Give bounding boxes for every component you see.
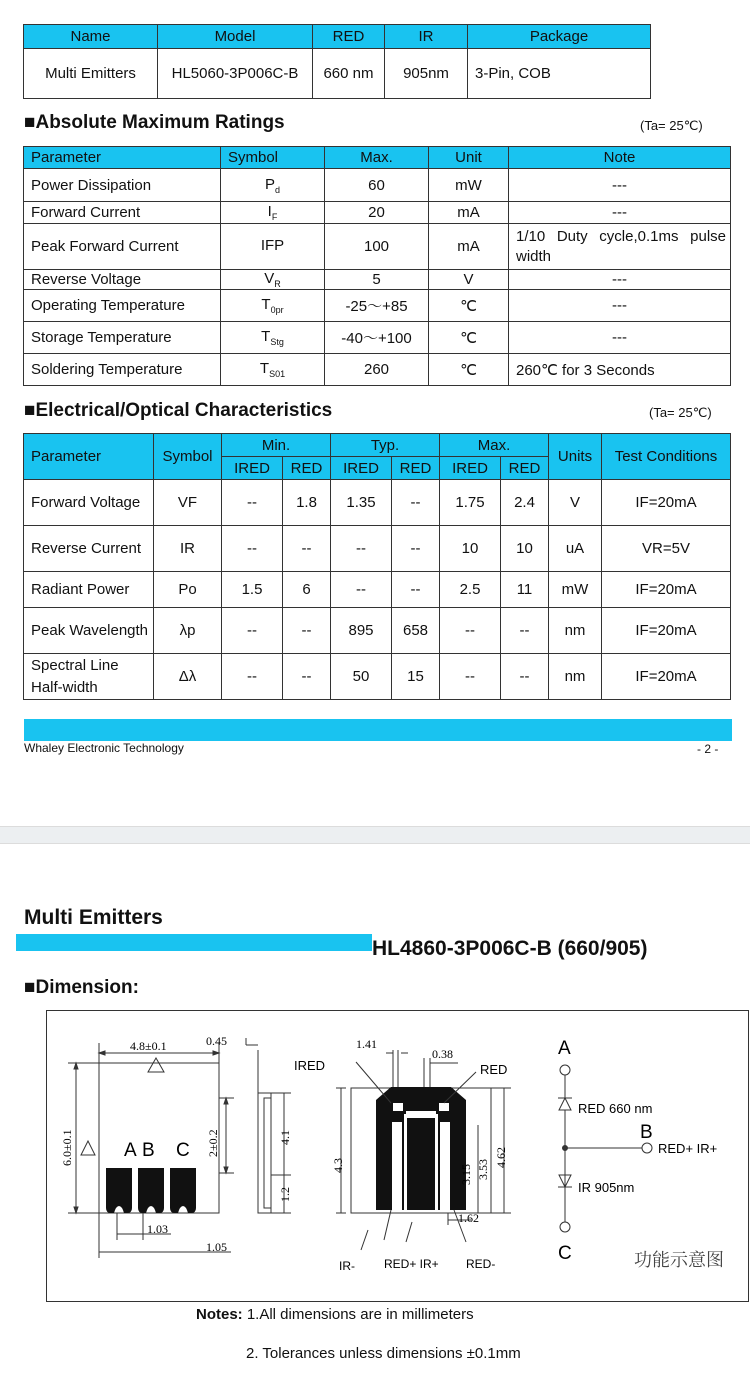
footer-company: Whaley Electronic Technology bbox=[24, 741, 184, 755]
circuit-red: RED 660 nm bbox=[578, 1101, 653, 1116]
elec-row bbox=[24, 480, 731, 526]
elec-param: Spectral Line Half-width bbox=[24, 654, 154, 700]
elec-condition: IF=20mA bbox=[602, 608, 731, 654]
elec-condition: VR=5V bbox=[602, 526, 731, 572]
abs-symbol-sub: F bbox=[271, 212, 278, 222]
dim-chip-6: 4.62 bbox=[494, 1147, 508, 1168]
elec-value: 2.5 bbox=[440, 572, 501, 608]
dim-thickness: 0.45 bbox=[206, 1034, 227, 1048]
title-band bbox=[16, 934, 372, 951]
abs-symbol-main: T bbox=[261, 296, 271, 313]
abs-max: -40～+100 bbox=[325, 322, 429, 354]
elec-value: 50 bbox=[331, 654, 392, 700]
label-ir-minus: IR- bbox=[339, 1259, 355, 1273]
elec-value: 658 bbox=[392, 608, 440, 654]
elec-value: -- bbox=[501, 654, 549, 700]
abs-unit: ℃ bbox=[429, 290, 509, 322]
circuit-ir: IR 905nm bbox=[578, 1180, 635, 1195]
abs-symbol bbox=[221, 322, 325, 354]
pad-letter-b: B bbox=[142, 1140, 155, 1161]
elec-row bbox=[24, 654, 731, 700]
abs-row bbox=[24, 354, 731, 386]
abs-note: --- bbox=[509, 169, 731, 202]
abs-symbol bbox=[221, 169, 325, 202]
eh-typ-red: RED bbox=[392, 457, 440, 480]
abs-row bbox=[24, 169, 731, 202]
elec-param: Peak Wavelength bbox=[24, 608, 154, 654]
abs-note: 260℃ for 3 Seconds bbox=[509, 354, 731, 386]
abs-row bbox=[24, 270, 731, 290]
col-red: RED bbox=[313, 25, 385, 49]
cell-model: HL5060-3P006C-B bbox=[158, 49, 313, 99]
elec-value: -- bbox=[392, 572, 440, 608]
elec-value: -- bbox=[501, 608, 549, 654]
cell-ir: 905nm bbox=[385, 49, 468, 99]
eh-units: Units bbox=[549, 434, 602, 480]
elec-ta: (Ta= 25℃) bbox=[649, 405, 712, 420]
label-common: RED+ IR+ bbox=[384, 1257, 439, 1271]
footer-band bbox=[24, 719, 732, 741]
elec-row bbox=[24, 526, 731, 572]
abs-symbol-main: T bbox=[261, 328, 271, 345]
elec-value: -- bbox=[440, 654, 501, 700]
col-model: Model bbox=[158, 25, 313, 49]
notes-label: Notes: bbox=[196, 1306, 243, 1323]
elec-value: -- bbox=[283, 608, 331, 654]
elec-condition: IF=20mA bbox=[602, 654, 731, 700]
elec-value: 1.5 bbox=[222, 572, 283, 608]
abs-symbol-sub: S01 bbox=[269, 369, 286, 379]
abs-param: Peak Forward Current bbox=[24, 224, 221, 270]
elec-row bbox=[24, 572, 731, 608]
eh-min-red: RED bbox=[283, 457, 331, 480]
note-1: 1.All dimensions are in millimeters bbox=[242, 1306, 474, 1323]
elec-value: 895 bbox=[331, 608, 392, 654]
elec-symbol: VF bbox=[154, 480, 222, 526]
abs-unit: mA bbox=[429, 202, 509, 224]
elec-unit: V bbox=[549, 480, 602, 526]
abs-max-title: ■Absolute Maximum Ratings bbox=[24, 112, 285, 133]
elec-symbol: Δλ bbox=[154, 654, 222, 700]
elec-condition: IF=20mA bbox=[602, 480, 731, 526]
elec-unit: nm bbox=[549, 654, 602, 700]
elec-value: -- bbox=[392, 526, 440, 572]
cell-package: 3-Pin, COB bbox=[468, 49, 651, 99]
abs-symbol bbox=[221, 354, 325, 386]
abs-unit: ℃ bbox=[429, 354, 509, 386]
circuit-b: B bbox=[640, 1122, 653, 1143]
elec-symbol: IR bbox=[154, 526, 222, 572]
abs-max: -25～+85 bbox=[325, 290, 429, 322]
abs-symbol-main: V bbox=[264, 270, 275, 287]
abs-symbol-main: P bbox=[264, 175, 275, 193]
dim-height: 6.0±0.1 bbox=[60, 1129, 74, 1166]
abs-symbol bbox=[221, 224, 325, 270]
elec-unit: uA bbox=[549, 526, 602, 572]
elec-table bbox=[23, 433, 731, 700]
abs-unit: mW bbox=[429, 169, 509, 202]
abs-row bbox=[24, 224, 731, 270]
abs-param: Operating Temperature bbox=[24, 290, 221, 322]
dim-chip-2: 0.38 bbox=[432, 1047, 453, 1061]
abs-symbol-main: T bbox=[259, 360, 270, 377]
abs-param: Soldering Temperature bbox=[24, 354, 221, 386]
h-max: Max. bbox=[325, 147, 429, 169]
elec-value: 10 bbox=[440, 526, 501, 572]
elec-value: -- bbox=[222, 654, 283, 700]
col-ir: IR bbox=[385, 25, 468, 49]
abs-param: Storage Temperature bbox=[24, 322, 221, 354]
product-table bbox=[23, 24, 651, 99]
dim-chip-3: 4.3 bbox=[331, 1158, 345, 1173]
eh-min: Min. bbox=[222, 434, 331, 457]
elec-value: 2.4 bbox=[501, 480, 549, 526]
col-package: Package bbox=[468, 25, 651, 49]
dim-pad: 2±0.2 bbox=[206, 1129, 220, 1157]
cell-name: Multi Emitters bbox=[24, 49, 158, 99]
abs-symbol-main: I bbox=[267, 203, 272, 220]
elec-unit: nm bbox=[549, 608, 602, 654]
abs-param: Reverse Voltage bbox=[24, 270, 221, 290]
diode-red bbox=[559, 1098, 571, 1110]
chip-leads bbox=[376, 1087, 466, 1210]
abs-note: --- bbox=[509, 270, 731, 290]
dim-pitch: 1.03 bbox=[147, 1222, 168, 1236]
footer-page: - 2 - bbox=[697, 742, 719, 756]
dim-width: 4.8±0.1 bbox=[130, 1039, 167, 1053]
note-2: 2. Tolerances unless dimensions ±0.1mm bbox=[246, 1345, 521, 1362]
dim-chip-4: 3.15 bbox=[459, 1164, 473, 1185]
dim-pad-height: 1.05 bbox=[206, 1240, 227, 1254]
elec-value: -- bbox=[283, 526, 331, 572]
elec-value: -- bbox=[392, 480, 440, 526]
elec-value: 11 bbox=[501, 572, 549, 608]
elec-unit: mW bbox=[549, 572, 602, 608]
col-name: Name bbox=[24, 25, 158, 49]
abs-max: 260 bbox=[325, 354, 429, 386]
eh-max-red: RED bbox=[501, 457, 549, 480]
abs-note: 1/10 Duty cycle,0.1ms pulse width bbox=[509, 224, 731, 270]
elec-value: 10 bbox=[501, 526, 549, 572]
h-parameter: Parameter bbox=[24, 147, 221, 169]
dimension-drawing bbox=[46, 1010, 750, 1302]
cell-red: 660 nm bbox=[313, 49, 385, 99]
abs-symbol bbox=[221, 270, 325, 290]
elec-value: -- bbox=[222, 526, 283, 572]
abs-symbol-sub: R bbox=[274, 279, 281, 289]
page-separator bbox=[0, 826, 750, 844]
abs-param: Forward Current bbox=[24, 202, 221, 224]
elec-value: -- bbox=[440, 608, 501, 654]
h-note: Note bbox=[509, 147, 731, 169]
abs-unit: V bbox=[429, 270, 509, 290]
label-red-minus: RED- bbox=[466, 1257, 496, 1271]
elec-value: 1.35 bbox=[331, 480, 392, 526]
page2-title: Multi Emitters bbox=[24, 906, 163, 929]
abs-max-table bbox=[23, 146, 731, 386]
h-unit: Unit bbox=[429, 147, 509, 169]
elec-value: -- bbox=[283, 654, 331, 700]
label-red: RED bbox=[480, 1062, 508, 1077]
eh-typ-ired: IRED bbox=[331, 457, 392, 480]
abs-symbol-main: IFP bbox=[260, 237, 285, 254]
elec-value: -- bbox=[222, 480, 283, 526]
dim-side-pad: 1.2 bbox=[278, 1187, 292, 1202]
circuit-a: A bbox=[558, 1038, 571, 1059]
pad-letter-a: A bbox=[124, 1140, 137, 1161]
elec-title: ■Electrical/Optical Characteristics bbox=[24, 400, 333, 421]
pad-letter-c: C bbox=[176, 1140, 190, 1161]
elec-param: Forward Voltage bbox=[24, 480, 154, 526]
dim-chip-5: 3.53 bbox=[476, 1159, 490, 1180]
elec-row bbox=[24, 608, 731, 654]
dim-chip-7: 1.62 bbox=[458, 1211, 479, 1225]
node-a bbox=[560, 1065, 570, 1075]
abs-symbol-sub: Stg bbox=[270, 337, 284, 347]
diagram-caption: 功能示意图 bbox=[634, 1250, 724, 1270]
eh-parameter: Parameter bbox=[24, 434, 154, 480]
eh-max: Max. bbox=[440, 434, 549, 457]
elec-param: Reverse Current bbox=[24, 526, 154, 572]
abs-row bbox=[24, 202, 731, 224]
abs-max-ta: (Ta= 25℃) bbox=[640, 118, 703, 133]
elec-condition: IF=20mA bbox=[602, 572, 731, 608]
node-b bbox=[642, 1143, 652, 1153]
elec-param: Radiant Power bbox=[24, 572, 154, 608]
abs-max: 100 bbox=[325, 224, 429, 270]
eh-symbol: Symbol bbox=[154, 434, 222, 480]
abs-symbol bbox=[221, 202, 325, 224]
elec-symbol: λp bbox=[154, 608, 222, 654]
abs-unit: ℃ bbox=[429, 322, 509, 354]
package-side-view bbox=[246, 1038, 291, 1213]
dim-chip-1: 1.41 bbox=[356, 1037, 377, 1051]
dim-side-height: 4.1 bbox=[278, 1130, 292, 1145]
page2-model: HL4860-3P006C-B (660/905) bbox=[372, 937, 648, 960]
circuit-c: C bbox=[558, 1243, 572, 1264]
eh-min-ired: IRED bbox=[222, 457, 283, 480]
elec-value: 15 bbox=[392, 654, 440, 700]
eh-max-ired: IRED bbox=[440, 457, 501, 480]
elec-value: 1.75 bbox=[440, 480, 501, 526]
elec-symbol: Po bbox=[154, 572, 222, 608]
abs-max: 20 bbox=[325, 202, 429, 224]
eh-typ: Typ. bbox=[331, 434, 440, 457]
dimension-title: ■Dimension: bbox=[24, 977, 139, 998]
h-symbol: Symbol bbox=[221, 147, 325, 169]
node-c bbox=[560, 1222, 570, 1232]
abs-row bbox=[24, 290, 731, 322]
abs-symbol-sub: d bbox=[275, 184, 281, 195]
elec-value: 6 bbox=[283, 572, 331, 608]
abs-note: --- bbox=[509, 290, 731, 322]
label-ired: IRED bbox=[294, 1058, 326, 1073]
abs-symbol bbox=[221, 290, 325, 322]
abs-note: --- bbox=[509, 202, 731, 224]
notes-line-1 bbox=[196, 1306, 474, 1323]
abs-note: --- bbox=[509, 322, 731, 354]
elec-value: -- bbox=[331, 526, 392, 572]
eh-test: Test Conditions bbox=[602, 434, 731, 480]
abs-unit: mA bbox=[429, 224, 509, 270]
circuit-b-label: RED+ IR+ bbox=[658, 1141, 718, 1156]
circuit-diagram bbox=[558, 1065, 652, 1232]
abs-max: 60 bbox=[325, 169, 429, 202]
abs-symbol-sub: 0pr bbox=[270, 305, 284, 315]
abs-row bbox=[24, 322, 731, 354]
elec-value: -- bbox=[331, 572, 392, 608]
elec-value: -- bbox=[222, 608, 283, 654]
abs-param: Power Dissipation bbox=[24, 169, 221, 202]
abs-max: 5 bbox=[325, 270, 429, 290]
elec-value: 1.8 bbox=[283, 480, 331, 526]
